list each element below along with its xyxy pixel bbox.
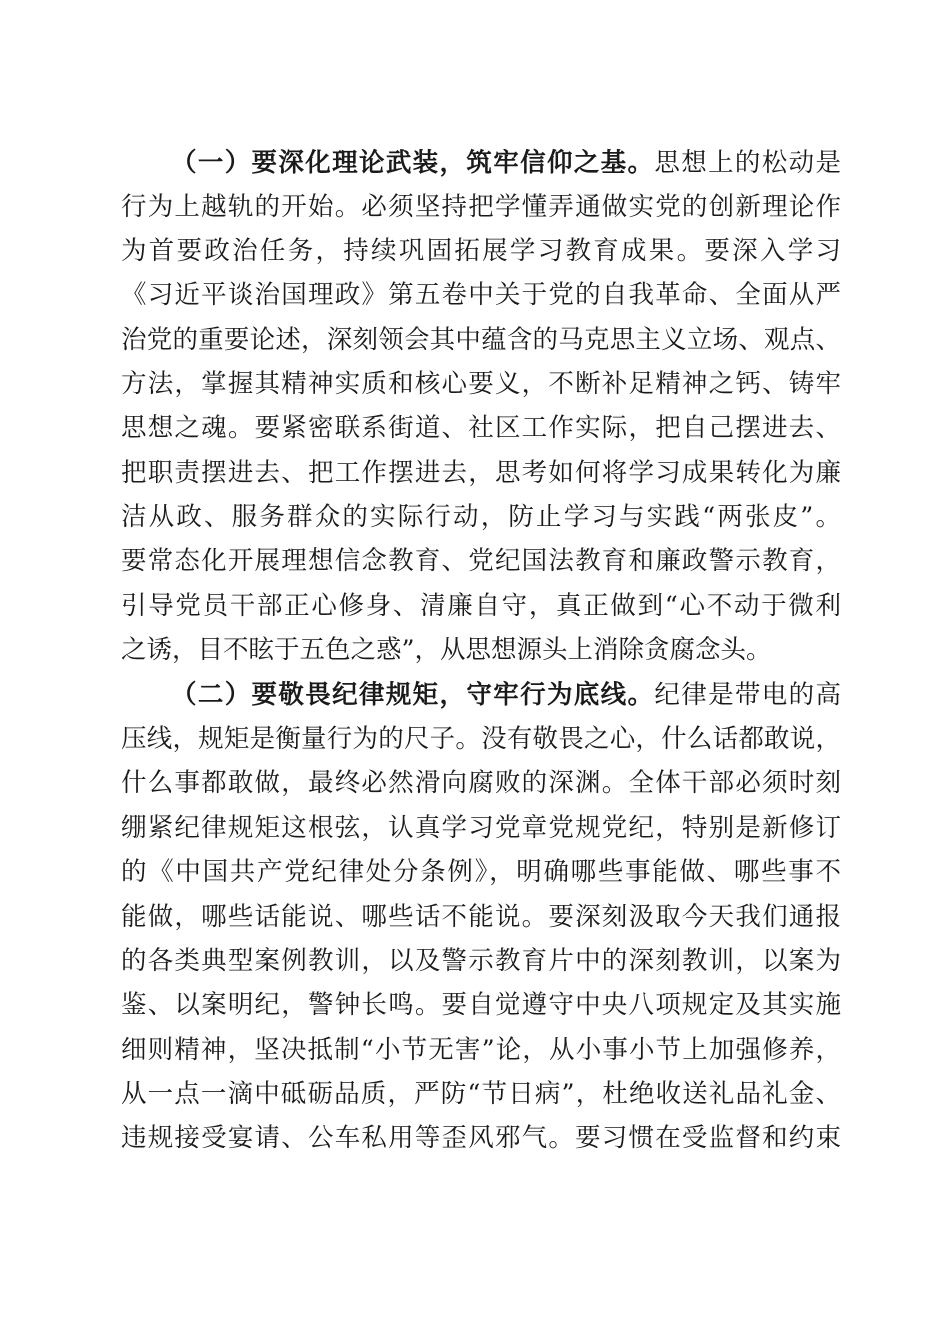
paragraph-1-line-5: 治党的重要论述，深刻领会其中蕴含的马克思主义立场、观点、	[121, 325, 841, 355]
paragraph-2-line-1	[171, 675, 841, 715]
paragraph-1-line-11: 引导党员干部正心修身、清廉自守，真正做到“心不动于微利	[121, 591, 841, 621]
paragraph-1-text: 思想上的松动是	[654, 148, 841, 178]
paragraph-1-line-3: 为首要政治任务，持续巩固拓展学习教育成果。要深入学习	[121, 236, 841, 266]
paragraph-1-line-6: 方法，掌握其精神实质和核心要义，不断补足精神之钙、铸牢	[121, 369, 841, 399]
paragraph-2-line-8: 鉴、以案明纪，警钟长鸣。要自觉遵守中央八项规定及其实施	[121, 990, 841, 1020]
paragraph-2-line-2: 压线，规矩是衡量行为的尺子。没有敬畏之心，什么话都敢说，	[121, 724, 841, 754]
paragraph-1-line-10: 要常态化开展理想信念教育、党纪国法教育和廉政警示教育，	[121, 546, 841, 576]
paragraph-2-line-10: 从一点一滴中砥砺品质，严防“节日病”，杜绝收送礼品礼金、	[121, 1079, 841, 1109]
paragraph-1-line-4: 《习近平谈治国理政》第五卷中关于党的自我革命、全面从严	[121, 280, 841, 310]
paragraph-2-line-7: 的各类典型案例教训，以及警示教育片中的深刻教训，以案为	[121, 946, 841, 976]
paragraph-1-line-1	[171, 143, 841, 183]
paragraph-1-heading: （一）要深化理论武装，筑牢信仰之基。	[171, 148, 655, 178]
paragraph-2-line-11: 违规接受宴请、公车私用等歪风邪气。要习惯在受监督和约束	[121, 1123, 841, 1153]
paragraph-2-heading: （二）要敬畏纪律规矩，守牢行为底线。	[171, 680, 655, 710]
paragraph-2-line-9: 细则精神，坚决抵制“小节无害”论，从小事小节上加强修养，	[121, 1035, 841, 1065]
paragraph-1-line-8: 把职责摆进去、把工作摆进去，思考如何将学习成果转化为廉	[121, 458, 841, 488]
paragraph-1-line-9: 洁从政、服务群众的实际行动，防止学习与实践“两张皮”。	[121, 502, 841, 532]
paragraph-1-line-7: 思想之魂。要紧密联系街道、社区工作实际，把自己摆进去、	[121, 413, 841, 443]
paragraph-2-line-6: 能做，哪些话能说、哪些话不能说。要深刻汲取今天我们通报	[121, 902, 841, 932]
paragraph-2-text: 纪律是带电的高	[654, 680, 841, 710]
paragraph-2-line-4: 绷紧纪律规矩这根弦，认真学习党章党规党纪，特别是新修订	[121, 813, 841, 843]
paragraph-2-line-3: 什么事都敢做，最终必然滑向腐败的深渊。全体干部必须时刻	[121, 768, 841, 798]
paragraph-2-line-5: 的《中国共产党纪律处分条例》，明确哪些事能做、哪些事不	[121, 857, 841, 887]
paragraph-1-line-12: 之诱，目不眩于五色之惑”，从思想源头上消除贪腐念头。	[121, 635, 772, 665]
paragraph-1-line-2: 行为上越轨的开始。必须坚持把学懂弄通做实党的创新理论作	[121, 192, 841, 222]
